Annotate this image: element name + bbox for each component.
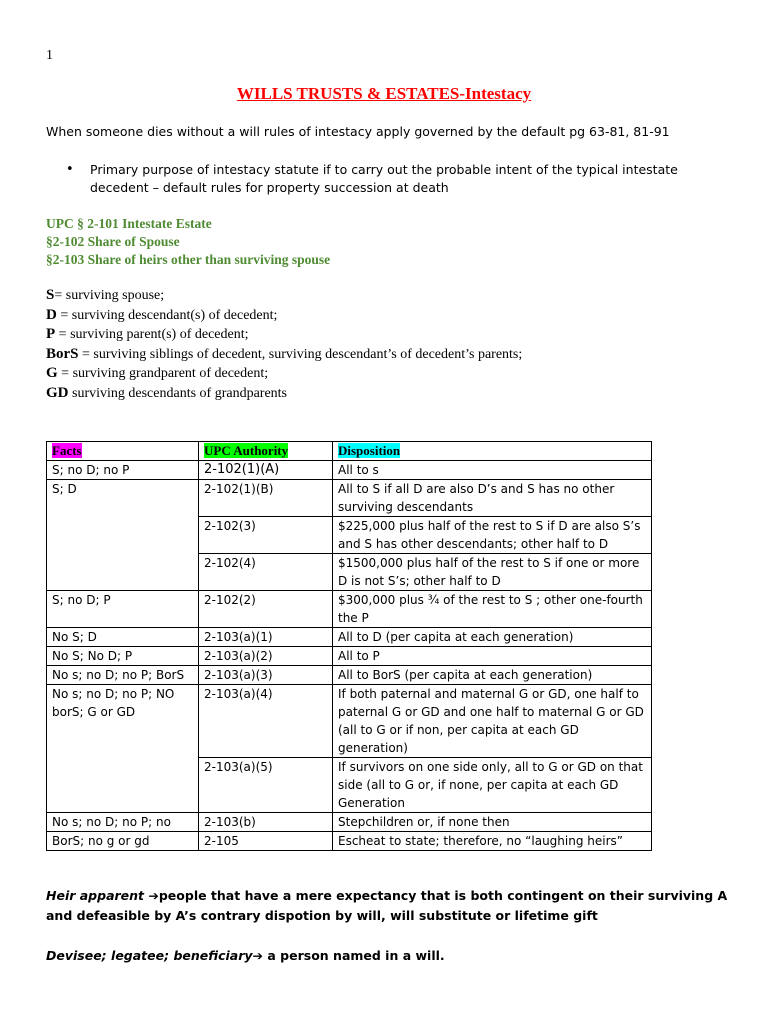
- disposition-cell: If survivors on one side only, all to G or GD on that side (all to G or, if none, per capita at each GD Generation: [333, 758, 652, 813]
- upc-ref-2-103: §2-103 Share of heirs other than surviving spouse: [46, 252, 331, 267]
- abbr-gd: GD surviving descendants of grandparents: [46, 384, 287, 401]
- header-disposition: [333, 442, 652, 461]
- table-row: [47, 832, 652, 851]
- document-title: WILLS TRUSTS & ESTATES-Intestacy: [236, 84, 532, 103]
- abbr-g: G = surviving grandparent of decedent;: [46, 365, 269, 381]
- abbr-s: S= surviving spouse;: [46, 287, 165, 303]
- authority-cell: 2-102(3): [199, 517, 333, 554]
- disposition-cell: If both paternal and maternal G or GD, one half to paternal G or GD and one half to maternal G or GD (all to G or if non, per capita at each GD generation): [333, 685, 652, 758]
- table-row: [47, 480, 652, 517]
- disposition-cell: All to D (per capita at each generation): [333, 628, 652, 647]
- facts-cell: S; D: [47, 480, 199, 591]
- abbr-bors: BorS = surviving siblings of decedent, surviving descendant’s of decedent’s parents;: [46, 345, 523, 362]
- authority-cell: 2-105: [199, 832, 333, 851]
- disposition-cell: All to S if all D are also D’s and S has no other surviving descendants: [333, 480, 652, 517]
- upc-references: [46, 215, 330, 269]
- disposition-cell: $1500,000 plus half of the rest to S if one or more D is not S’s; other half to D: [333, 554, 652, 591]
- facts-cell: S; no D; P: [47, 591, 199, 628]
- disposition-cell: $225,000 plus half of the rest to S if D are also S’s and S has other descendants; other half to D: [333, 517, 652, 554]
- disposition-cell: All to s: [333, 461, 652, 480]
- abbr-d: D = surviving descendant(s) of decedent;: [46, 306, 278, 323]
- table-row: [47, 647, 652, 666]
- facts-cell: S; no D; no P: [47, 461, 199, 480]
- facts-cell: No s; no D; no P; NO borS; G or GD: [47, 685, 199, 813]
- authority-cell: 2-103(a)(1): [199, 628, 333, 647]
- arrow-right-icon: ➔: [252, 948, 264, 963]
- authority-cell: 2-102(1)(A): [199, 461, 333, 480]
- authority-cell: 2-102(2): [199, 591, 333, 628]
- table-row: [47, 685, 652, 758]
- table-row: [47, 591, 652, 628]
- facts-cell: No S; D: [47, 628, 199, 647]
- intestacy-table: [46, 441, 652, 851]
- table-header-row: [47, 442, 652, 461]
- table-row: [47, 666, 652, 685]
- intro-paragraph: When someone dies without a will rules of intestacy apply governed by the default pg 63-81, 81-91: [46, 124, 670, 139]
- disposition-cell: All to BorS (per capita at each generation): [333, 666, 652, 685]
- upc-ref-2-101: UPC § 2-101 Intestate Estate: [46, 216, 212, 231]
- facts-cell: BorS; no g or gd: [47, 832, 199, 851]
- table-row: [47, 461, 652, 480]
- abbr-p: P = surviving parent(s) of decedent;: [46, 326, 249, 342]
- table-row: [47, 813, 652, 832]
- facts-cell: No s; no D; no P; no: [47, 813, 199, 832]
- header-authority: [199, 442, 333, 461]
- definition-term: Heir apparent: [46, 888, 149, 903]
- header-facts: [47, 442, 199, 461]
- disposition-cell: Escheat to state; therefore, no “laughing heirs”: [333, 832, 652, 851]
- disposition-cell: All to P: [333, 647, 652, 666]
- authority-cell: 2-103(a)(3): [199, 666, 333, 685]
- bullet-item: [66, 161, 726, 197]
- header-facts-label: Facts: [52, 443, 82, 458]
- upc-ref-2-102: §2-102 Share of Spouse: [46, 234, 180, 249]
- authority-cell: 2-102(1)(B): [199, 480, 333, 517]
- facts-cell: No S; No D; P: [47, 647, 199, 666]
- bullet-text: Primary purpose of intestacy statute if to carry out the probable intent of the typical intestate decedent – default rules for property succession at death: [90, 162, 678, 195]
- table-row: [47, 628, 652, 647]
- header-disposition-label: Disposition: [338, 443, 401, 458]
- authority-cell: 2-103(a)(2): [199, 647, 333, 666]
- definition-text: a person named in a will.: [263, 948, 445, 963]
- authority-cell: 2-103(b): [199, 813, 333, 832]
- disposition-cell: $300,000 plus ¾ of the rest to S ; other one-fourth the P: [333, 591, 652, 628]
- definition-heir-apparent: [46, 886, 736, 925]
- facts-cell: No s; no D; no P; BorS: [47, 666, 199, 685]
- disposition-cell: Stepchildren or, if none then: [333, 813, 652, 832]
- abbreviation-list: [46, 286, 522, 403]
- definition-text: people that have a mere expectancy that is both contingent on their surviving A and defeasible by A’s contrary dispotion by will, will substitute or lifetime gift: [46, 888, 728, 923]
- bullet-icon: •: [66, 162, 74, 177]
- header-authority-label: UPC Authority: [204, 443, 289, 458]
- arrow-right-icon: ➔: [148, 888, 159, 903]
- page-number: 1: [46, 48, 53, 63]
- definition-devisee: [46, 946, 736, 966]
- definition-term: Devisee; legatee; beneficiary: [46, 948, 253, 963]
- authority-cell: 2-103(a)(4): [199, 685, 333, 758]
- authority-cell: 2-103(a)(5): [199, 758, 333, 813]
- authority-cell: 2-102(4): [199, 554, 333, 591]
